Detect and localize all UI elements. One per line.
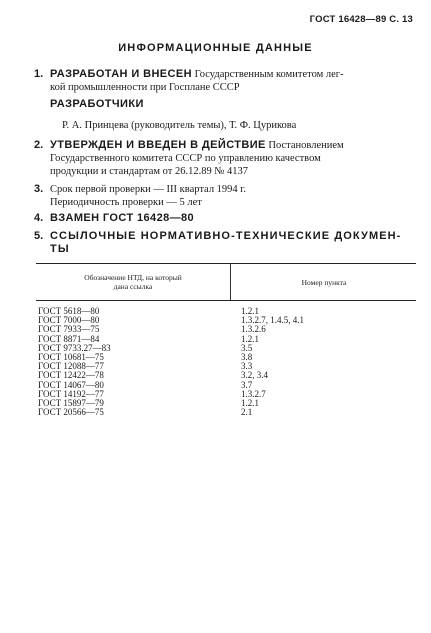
table-row bbox=[38, 408, 418, 417]
item-1-text-1: Государственным комитетом лег- bbox=[191, 69, 344, 80]
item-2-text-3: продукции и стандартам от 26.12.89 № 4137 bbox=[50, 166, 248, 177]
table-cell-point: 2.1 bbox=[241, 407, 253, 418]
developers-names: Р. А. Принцева (руководитель темы), Т. Ф. Цурикова bbox=[62, 120, 297, 131]
table-cell-document: ГОСТ 8871—84 bbox=[38, 333, 100, 344]
item-2-number: 2. bbox=[34, 139, 44, 151]
item-1-number: 1. bbox=[34, 68, 44, 80]
developers-heading: РАЗРАБОТЧИКИ bbox=[50, 98, 144, 110]
item-3 bbox=[36, 183, 416, 209]
item-2 bbox=[36, 139, 416, 178]
table-cell-point: 3.5 bbox=[241, 342, 253, 353]
table-cell-point: 1.2.1 bbox=[241, 397, 259, 408]
item-2-text-1: Постановлением bbox=[265, 140, 344, 151]
table-cell-document: ГОСТ 12422—78 bbox=[38, 370, 104, 381]
table-cell-point: 1.2.1 bbox=[241, 333, 259, 344]
item-4-number: 4. bbox=[34, 212, 44, 224]
item-5-line-1: ССЫЛОЧНЫЕ НОРМАТИВНО-ТЕХНИЧЕСКИЕ ДОКУМЕН- bbox=[50, 230, 402, 242]
table-cell-document: ГОСТ 14067—80 bbox=[38, 379, 104, 390]
item-5-number: 5. bbox=[34, 230, 44, 242]
table-header-rule bbox=[36, 300, 416, 301]
table-cell-document: ГОСТ 14192—77 bbox=[38, 388, 104, 399]
page-title: ИНФОРМАЦИОННЫЕ ДАННЫЕ bbox=[118, 42, 313, 54]
table-column-separator bbox=[230, 264, 231, 300]
item-3-line-2: Периодичность проверки — 5 лет bbox=[50, 197, 202, 208]
table-cell-document: ГОСТ 5618—80 bbox=[38, 306, 100, 316]
item-2-text-2: Государственного комитета СССР по управлению качеством bbox=[50, 153, 321, 164]
item-1 bbox=[36, 68, 416, 94]
item-3-line-1: Срок первой проверки — III квартал 1994 г. bbox=[50, 184, 247, 195]
table-cell-point: 1.3.2.6 bbox=[241, 324, 266, 335]
table-cell-point: 1.3.2.7, 1.4.5, 4.1 bbox=[241, 315, 304, 326]
item-5 bbox=[36, 230, 416, 256]
table-cell-document: ГОСТ 15897—79 bbox=[38, 397, 104, 408]
table-cell-document: ГОСТ 12088—77 bbox=[38, 361, 104, 372]
table-cell-point: 1.2.1 bbox=[241, 306, 259, 316]
table-cell-point: 3.2, 3.4 bbox=[241, 370, 268, 381]
table-header-col-1-line-1: Обозначение НТД, на который bbox=[84, 273, 182, 282]
item-1-text-2: кой промышленности при Госплане СССР bbox=[50, 82, 240, 93]
item-2-lead: УТВЕРЖДЕН И ВВЕДЕН В ДЕЙСТВИЕ bbox=[50, 139, 266, 151]
table-cell-point: 3.8 bbox=[241, 351, 253, 362]
item-3-number: 3. bbox=[34, 183, 44, 195]
page-header: ГОСТ 16428—89 С. 13 bbox=[309, 14, 413, 25]
item-4-text: ВЗАМЕН ГОСТ 16428—80 bbox=[50, 212, 195, 224]
table-cell-document: ГОСТ 20566—75 bbox=[38, 407, 104, 418]
table-header-col-1-line-2: дана ссылка bbox=[113, 282, 153, 291]
table-cell-document: ГОСТ 7933—75 bbox=[38, 324, 100, 335]
table-header-col-2: Номер пункта bbox=[301, 278, 347, 287]
item-4 bbox=[36, 212, 416, 225]
table-header-col-1 bbox=[40, 273, 226, 291]
table-cell-point: 1.3.2.7 bbox=[241, 388, 266, 399]
table-cell-document: ГОСТ 7000—80 bbox=[38, 315, 100, 326]
table-cell-point: 3.3 bbox=[241, 361, 253, 372]
table-cell-document: ГОСТ 10681—75 bbox=[38, 351, 104, 362]
item-1-lead: РАЗРАБОТАН И ВНЕСЕН bbox=[50, 68, 192, 80]
table-cell-document: ГОСТ 9733.27—83 bbox=[38, 342, 111, 353]
table-top-rule bbox=[36, 263, 416, 264]
item-5-line-2: ТЫ bbox=[50, 243, 70, 255]
table-cell-point: 3.7 bbox=[241, 379, 253, 390]
table-body bbox=[38, 307, 418, 417]
